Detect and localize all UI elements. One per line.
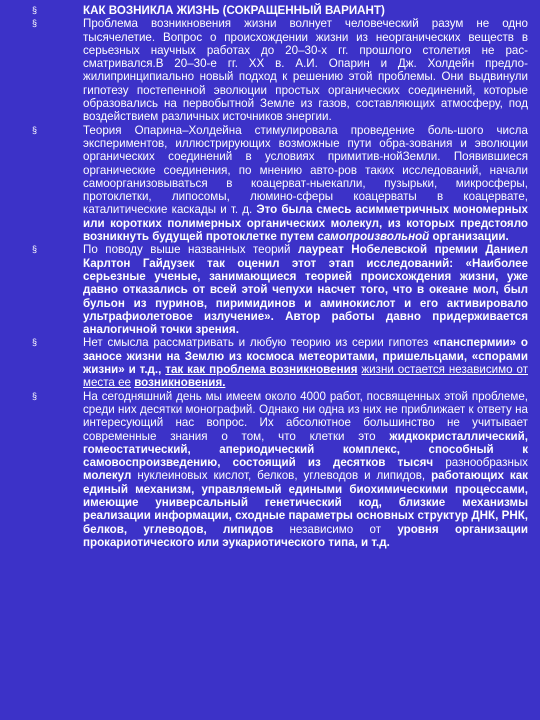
paragraph-5-bold-4: уровня организации прокариотического или эукариотического типа, и т.д. bbox=[83, 522, 528, 549]
paragraph-4-bold-underlined-end: возникновения. bbox=[134, 376, 226, 390]
paragraph-5-bold-2: молекул bbox=[83, 469, 132, 483]
paragraph-2-bold-italic: самопроизвольной bbox=[317, 230, 430, 244]
paragraph-5-text: На сегодняшний день мы имеем около 4000 работ, посвященных этой проблеме, среди них десятки монографий. Однако ни одна из них не приближает к ответу на интересующий нас вопрос. Их абсолютное большинство не учитывает современные знания о том, что клетки это bbox=[83, 389, 528, 443]
paragraph-4-bold-underlined: так как проблема возникновения bbox=[165, 363, 358, 377]
paragraph-1-text: Проблема возникновения жизни волнует человеческий разум не одно тысячелетие. Вопрос о происхождении жизни из неорганических веществ в серьезных научных работах до 20–30-х гг. прошлого столетия не рас-сматривался.В 20–30-е гг. XX в. А.И. Опарин и Дж. Холдейн предло-жилипринципиально новый подход к решению этой проблемы. Они выдвинули гипотезу постепенной эволюции простых органических соединений, которые образовались на первобытной Земле из газов, составляющих атмосферу, под воздействием различных источников энергии. bbox=[83, 17, 528, 124]
paragraph-5-text-2: разнообразных bbox=[445, 456, 528, 470]
paragraph-4-bold: «панспермии» о заносе жизни на Землю из космоса метеоритами, пришельцами, «спорами жизни» и т.д., bbox=[83, 336, 528, 377]
bullet-icon: § bbox=[32, 18, 38, 29]
list-item-2 bbox=[12, 124, 528, 244]
paragraph-4-underlined: жизни остается независимо от места ее bbox=[83, 363, 529, 390]
bullet-icon: § bbox=[32, 390, 38, 401]
slide-title: КАК ВОЗНИКЛА ЖИЗНЬ (СОКРАЩЕННЫЙ ВАРИАНТ) bbox=[83, 4, 385, 17]
bullet-icon: § bbox=[32, 244, 38, 255]
bullet-icon: § bbox=[32, 124, 38, 135]
bullet-icon: § bbox=[32, 5, 38, 15]
bullet-icon: § bbox=[32, 337, 38, 348]
list-item-1 bbox=[12, 17, 528, 123]
list-item-5 bbox=[12, 390, 528, 550]
paragraph-2-text: Теория Опарина–Холдейна стимулировала проведение боль-шого числа экспериментов, иллюстрирующих возможные пути обра-зования и эволюции органических соединений в условиях примитив-нойЗемли. Появившиеся органические соединения, по мнению авто-ров таких исследований, начали самоорганизовываться в коацерват-ныекапли, пузырьки, микросферы, протоклетки, липосомы, люмино-сферы коацерваты в коацервате, каталитические каскады и т. д. bbox=[83, 123, 528, 217]
list-item-3 bbox=[12, 243, 528, 336]
paragraph-2-bold: Это была смесь асимметричных мономерных или коротких полимерных органических молекул, из которых предстояло возникнуть будущей протоклетке путем bbox=[83, 203, 528, 244]
paragraph-5-bold-3: работающих как единый механизм, управляемый едиными биохимическими процессами, имеющие универсальный генетический код, близкие механизмы реализации информации, сходные параметры основных структур ДНК, РНК, белков, углеводов, липидов bbox=[83, 469, 528, 536]
paragraph-3-bold: лауреат Нобелевской премии Даниел Карлтон Гайдузек так оценил этот этап исследований: «Наиболее серьезные ученые, занимающиеся теорией происхождения жизни, уже давно отказались от всей этой чепухи насчет того, что в океане мол, был бульон из пуринов, пиримидинов и аминокислот и его активировало ультрафиолетовое излучение». Автор работы давно придерживается аналогичной точки зрения. bbox=[83, 243, 529, 337]
paragraph-5-text-3: нуклеиновых кислот, белков, углеводов и липидов, bbox=[137, 469, 426, 483]
list-item-4 bbox=[12, 336, 528, 389]
paragraph-4-text: Нет смысла рассматривать и любую теорию из серии гипотез bbox=[83, 336, 429, 350]
paragraph-3-text: По поводу выше названных теорий bbox=[83, 243, 291, 257]
paragraph-5-bold-1: жидкокристаллический, гомеостатический, апериодический комплекс, способный к самовоспроизведению, состоящий из десятков тысяч bbox=[83, 429, 528, 470]
list-item-title bbox=[12, 4, 528, 17]
paragraph-5-text-4: независимо от bbox=[289, 522, 382, 536]
paragraph-2-bold-end: организации. bbox=[432, 230, 509, 244]
